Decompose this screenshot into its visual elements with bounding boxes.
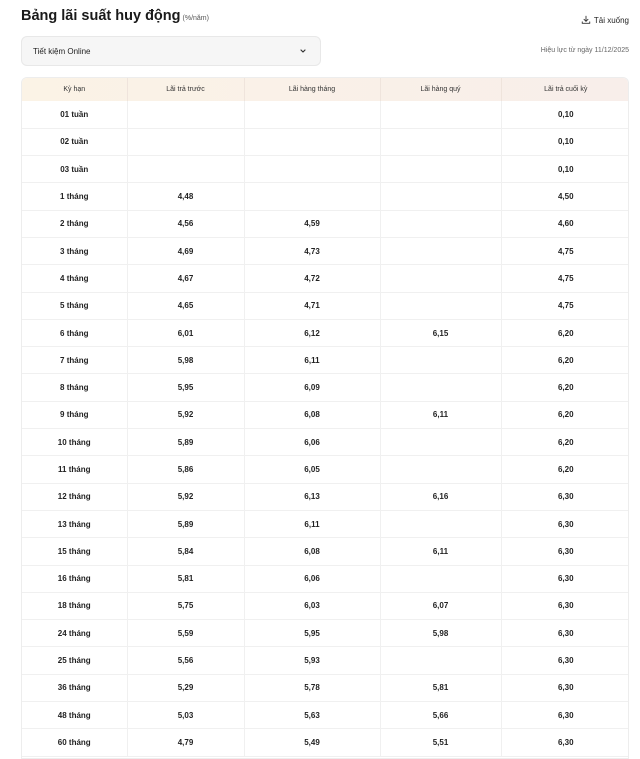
download-icon bbox=[581, 15, 591, 25]
table-row bbox=[22, 265, 629, 292]
product-select-value: Tiết kiệm Online bbox=[33, 46, 91, 56]
table-row bbox=[22, 456, 629, 483]
rate-cell bbox=[380, 565, 501, 592]
rate-cell: 6,05 bbox=[244, 456, 380, 483]
rate-cell: 5,92 bbox=[127, 483, 244, 510]
term-cell: 36 tháng bbox=[22, 674, 127, 701]
rate-cell: 6,16 bbox=[380, 483, 501, 510]
rate-cell: 6,12 bbox=[244, 319, 380, 346]
rate-cell: 5,98 bbox=[380, 620, 501, 647]
rate-cell: 4,75 bbox=[501, 292, 629, 319]
rate-cell: 6,07 bbox=[380, 592, 501, 619]
table-row bbox=[22, 292, 629, 319]
product-select[interactable] bbox=[21, 36, 321, 66]
rate-cell: 6,13 bbox=[244, 483, 380, 510]
rate-cell bbox=[380, 210, 501, 237]
rate-cell: 5,03 bbox=[127, 702, 244, 729]
table-row bbox=[22, 319, 629, 346]
table-row bbox=[22, 374, 629, 401]
rate-cell: 6,11 bbox=[244, 347, 380, 374]
term-cell: 1 tháng bbox=[22, 183, 127, 210]
rate-cell: 4,72 bbox=[244, 265, 380, 292]
rate-cell bbox=[127, 101, 244, 128]
table-row bbox=[22, 156, 629, 183]
page-title bbox=[21, 8, 209, 24]
rate-cell: 5,95 bbox=[244, 620, 380, 647]
table-row bbox=[22, 401, 629, 428]
table-row bbox=[22, 183, 629, 210]
term-cell: 9 tháng bbox=[22, 401, 127, 428]
rate-cell bbox=[380, 128, 501, 155]
term-cell: 15 tháng bbox=[22, 538, 127, 565]
rate-cell: 5,89 bbox=[127, 510, 244, 537]
rate-cell: 6,11 bbox=[244, 510, 380, 537]
rate-cell: 5,81 bbox=[380, 674, 501, 701]
rate-cell: 0,10 bbox=[501, 156, 629, 183]
title-unit: (%/năm) bbox=[182, 15, 209, 22]
term-cell: 18 tháng bbox=[22, 592, 127, 619]
rate-cell: 5,84 bbox=[127, 538, 244, 565]
chevron-down-icon bbox=[298, 46, 308, 56]
term-cell: 12 tháng bbox=[22, 483, 127, 510]
rate-cell: 6,09 bbox=[244, 374, 380, 401]
rate-cell: 6,30 bbox=[501, 510, 629, 537]
rate-cell: 6,03 bbox=[244, 592, 380, 619]
rate-cell bbox=[380, 292, 501, 319]
rate-cell: 5,86 bbox=[127, 456, 244, 483]
column-header: Lãi hàng quý bbox=[380, 78, 501, 101]
table-row bbox=[22, 565, 629, 592]
term-cell: 3 tháng bbox=[22, 237, 127, 264]
rate-cell: 5,95 bbox=[127, 374, 244, 401]
download-button[interactable] bbox=[581, 15, 629, 25]
term-cell: 6 tháng bbox=[22, 319, 127, 346]
rate-cell: 4,73 bbox=[244, 237, 380, 264]
term-cell: 13 tháng bbox=[22, 510, 127, 537]
rate-cell: 6,06 bbox=[244, 565, 380, 592]
rate-cell bbox=[244, 156, 380, 183]
rate-cell: 4,59 bbox=[244, 210, 380, 237]
rate-cell: 4,65 bbox=[127, 292, 244, 319]
rate-cell: 5,49 bbox=[244, 729, 380, 756]
rate-cell bbox=[380, 183, 501, 210]
table-row bbox=[22, 674, 629, 701]
effective-date: Hiệu lực từ ngày 11/12/2025 bbox=[540, 47, 629, 54]
rate-cell: 5,89 bbox=[127, 429, 244, 456]
column-header: Kỳ hạn bbox=[22, 78, 127, 101]
rate-cell bbox=[380, 374, 501, 401]
table-row bbox=[22, 237, 629, 264]
rate-cell: 0,10 bbox=[501, 128, 629, 155]
term-cell: 02 tuần bbox=[22, 128, 127, 155]
rate-cell: 6,30 bbox=[501, 538, 629, 565]
rate-cell: 6,08 bbox=[244, 538, 380, 565]
rate-cell: 4,50 bbox=[501, 183, 629, 210]
rate-cell: 5,59 bbox=[127, 620, 244, 647]
term-cell: 60 tháng bbox=[22, 729, 127, 756]
rate-cell: 6,06 bbox=[244, 429, 380, 456]
rate-table-container bbox=[21, 77, 629, 759]
rate-cell: 6,30 bbox=[501, 729, 629, 756]
rate-cell bbox=[244, 128, 380, 155]
rate-cell: 6,30 bbox=[501, 565, 629, 592]
rate-cell bbox=[380, 347, 501, 374]
term-cell: 03 tuần bbox=[22, 156, 127, 183]
rate-cell bbox=[380, 265, 501, 292]
rate-cell: 4,67 bbox=[127, 265, 244, 292]
rate-cell: 6,30 bbox=[501, 674, 629, 701]
rate-cell: 6,08 bbox=[244, 401, 380, 428]
rate-cell bbox=[127, 156, 244, 183]
page-title-text: Bảng lãi suất huy động bbox=[21, 8, 181, 24]
column-header: Lãi trả cuối kỳ bbox=[544, 86, 588, 93]
term-cell: 4 tháng bbox=[22, 265, 127, 292]
rate-cell: 5,81 bbox=[127, 565, 244, 592]
rate-cell: 6,30 bbox=[501, 702, 629, 729]
term-cell: 25 tháng bbox=[22, 647, 127, 674]
rate-cell bbox=[380, 156, 501, 183]
rate-cell: 6,20 bbox=[501, 347, 629, 374]
rate-cell: 4,75 bbox=[501, 237, 629, 264]
rate-cell: 4,56 bbox=[127, 210, 244, 237]
header-row bbox=[22, 78, 629, 101]
rate-cell bbox=[380, 456, 501, 483]
rate-cell: 4,79 bbox=[127, 729, 244, 756]
rate-cell: 6,20 bbox=[501, 401, 629, 428]
table-row bbox=[22, 101, 629, 128]
table-row bbox=[22, 702, 629, 729]
rate-cell: 6,30 bbox=[501, 592, 629, 619]
rate-cell: 0,10 bbox=[501, 101, 629, 128]
term-cell: 10 tháng bbox=[22, 429, 127, 456]
term-cell: 01 tuần bbox=[22, 101, 127, 128]
table-row bbox=[22, 647, 629, 674]
rate-table-body bbox=[22, 101, 629, 756]
rate-cell: 6,30 bbox=[501, 647, 629, 674]
rate-cell: 5,92 bbox=[127, 401, 244, 428]
table-row bbox=[22, 620, 629, 647]
rate-cell bbox=[244, 183, 380, 210]
rate-cell: 4,75 bbox=[501, 265, 629, 292]
term-cell: 11 tháng bbox=[22, 456, 127, 483]
term-cell: 2 tháng bbox=[22, 210, 127, 237]
rate-cell: 6,11 bbox=[380, 538, 501, 565]
rate-table bbox=[22, 78, 629, 757]
table-row bbox=[22, 128, 629, 155]
download-label: Tải xuống bbox=[593, 15, 629, 25]
rate-cell: 6,20 bbox=[501, 429, 629, 456]
term-cell: 24 tháng bbox=[22, 620, 127, 647]
page-header bbox=[21, 8, 630, 30]
rate-cell: 6,30 bbox=[501, 620, 629, 647]
rate-cell: 6,01 bbox=[127, 319, 244, 346]
table-row bbox=[22, 483, 629, 510]
rate-cell bbox=[380, 647, 501, 674]
term-cell: 5 tháng bbox=[22, 292, 127, 319]
rate-cell: 5,98 bbox=[127, 347, 244, 374]
rate-cell bbox=[244, 101, 380, 128]
rate-cell bbox=[380, 237, 501, 264]
table-row bbox=[22, 729, 629, 756]
rate-cell bbox=[380, 510, 501, 537]
rate-cell bbox=[380, 429, 501, 456]
term-cell: 16 tháng bbox=[22, 565, 127, 592]
rate-cell: 5,75 bbox=[127, 592, 244, 619]
rate-cell bbox=[127, 128, 244, 155]
term-cell: 48 tháng bbox=[22, 702, 127, 729]
rate-cell: 5,63 bbox=[244, 702, 380, 729]
rate-cell: 4,48 bbox=[127, 183, 244, 210]
rate-cell: 6,20 bbox=[501, 456, 629, 483]
rate-table-header bbox=[22, 78, 629, 101]
rate-cell bbox=[380, 101, 501, 128]
rate-cell: 6,20 bbox=[501, 319, 629, 346]
table-row bbox=[22, 510, 629, 537]
rate-cell: 6,11 bbox=[380, 401, 501, 428]
rate-cell: 6,30 bbox=[501, 483, 629, 510]
rate-cell: 5,56 bbox=[127, 647, 244, 674]
table-row bbox=[22, 429, 629, 456]
table-row bbox=[22, 347, 629, 374]
table-row bbox=[22, 210, 629, 237]
table-row bbox=[22, 538, 629, 565]
rate-cell: 5,66 bbox=[380, 702, 501, 729]
rate-cell: 5,29 bbox=[127, 674, 244, 701]
rate-cell: 5,51 bbox=[380, 729, 501, 756]
rate-cell: 5,93 bbox=[244, 647, 380, 674]
rate-cell: 4,71 bbox=[244, 292, 380, 319]
rate-cell: 6,20 bbox=[501, 374, 629, 401]
term-cell: 7 tháng bbox=[22, 347, 127, 374]
rate-cell: 6,15 bbox=[380, 319, 501, 346]
column-header: Lãi hàng tháng bbox=[244, 78, 380, 101]
rate-cell: 5,78 bbox=[244, 674, 380, 701]
table-row bbox=[22, 592, 629, 619]
rate-cell: 4,69 bbox=[127, 237, 244, 264]
rate-cell: 4,60 bbox=[501, 210, 629, 237]
term-cell: 8 tháng bbox=[22, 374, 127, 401]
column-header: Lãi trả trước bbox=[127, 78, 244, 101]
